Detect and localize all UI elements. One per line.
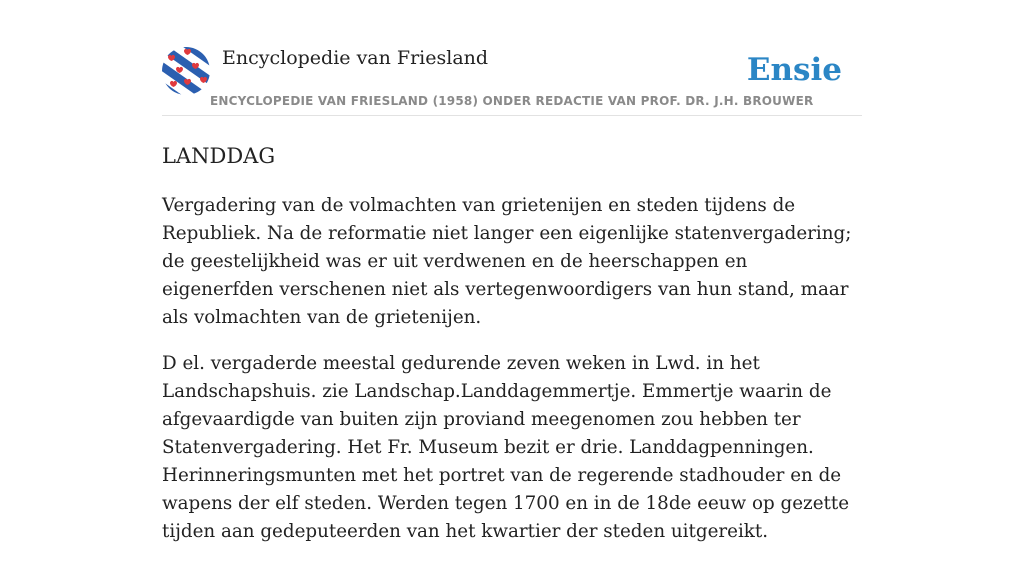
frisian-flag-logo-icon[interactable]: [162, 47, 210, 95]
site-title[interactable]: Encyclopedie van Friesland: [222, 47, 489, 69]
article-paragraph: D el. vergaderde meestal gedurende zeven weken in Lwd. in het Landschapshuis. zie Landschap.Landdagemmertje. Emmertje waarin de afgevaardigde van buiten zijn proviand meegenomen zou hebben ter Statenvergadering. Het Fr. Museum bezit er drie. Landdagpenningen. Herinneringsmunten met het portret van de regerende stadhouder en de wapens der elf steden. Werden tegen 1700 en in de 18de eeuw op gezette tijden aan gedeputeerden van het kwartier der steden uitgereikt.: [162, 353, 850, 542]
article-headword: LANDDAG: [162, 144, 276, 168]
encyclopedia-subtitle: ENCYCLOPEDIE VAN FRIESLAND (1958) ONDER REDACTIE VAN PROF. DR. J.H. BROUWER: [210, 94, 814, 108]
ensie-brand-logo[interactable]: Ensie: [746, 52, 842, 88]
page: [162, 0, 862, 542]
article-body: [162, 192, 862, 564]
header-divider: [162, 115, 862, 116]
article-paragraph: Vergadering van de volmachten van grietenijen en steden tijdens de Republiek. Na de reformatie niet langer een eigenlijke statenvergadering; de geestelijkheid was er uit verdwenen en de heerschappen en eigenerfden verschenen niet als vertegenwoordigers van hun stand, maar als volmachten van de grietenijen.: [162, 195, 852, 328]
